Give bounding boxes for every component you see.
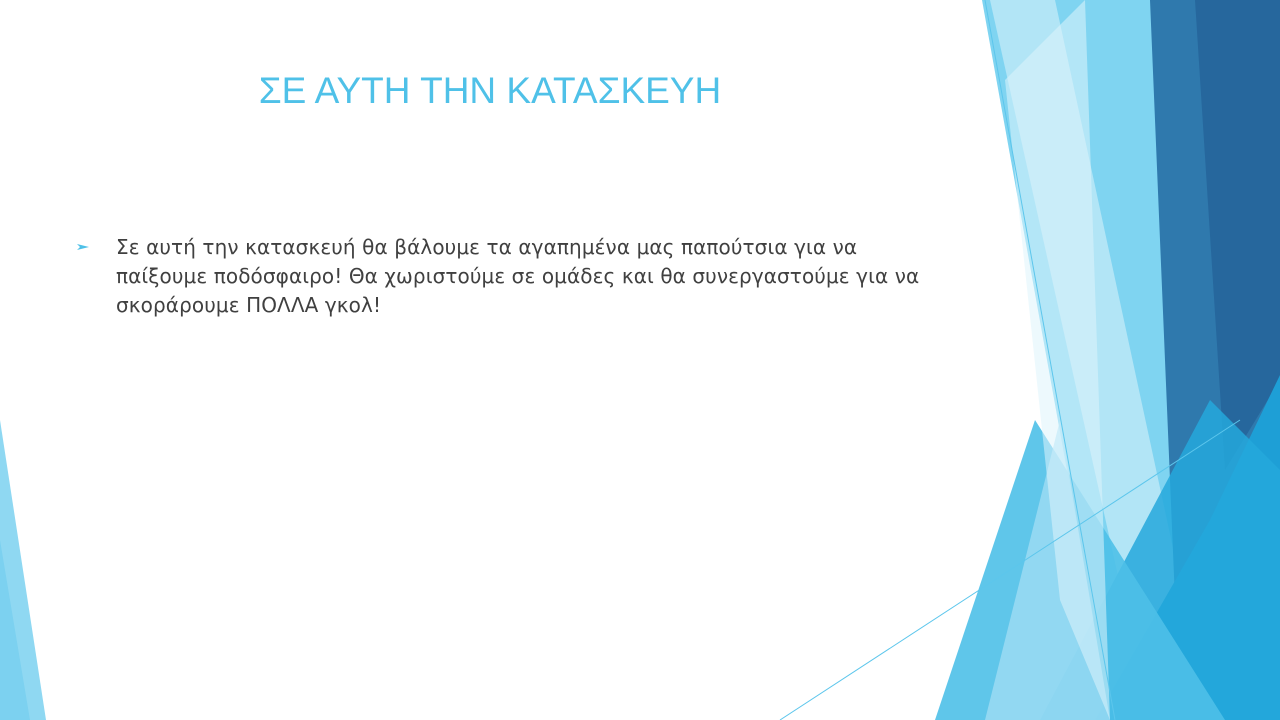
bullet-list [76,233,946,320]
slide-title: ΣΕ ΑΥΤΗ ΤΗΝ ΚΑΤΑΣΚΕΥΗ [258,70,722,111]
bullet-item [76,233,946,320]
bullet-text: Σε αυτή την κατασκευή θα βάλουμε τα αγαπημένα μας παπούτσια για να παίξουμε ποδόσφαιρο! Θα χωριστούμε σε ομάδες και θα συνεργαστούμε για να σκοράρουμε ΠΟΛΛΑ γκολ! [116,235,920,317]
triangle-bullet-icon [76,240,90,254]
